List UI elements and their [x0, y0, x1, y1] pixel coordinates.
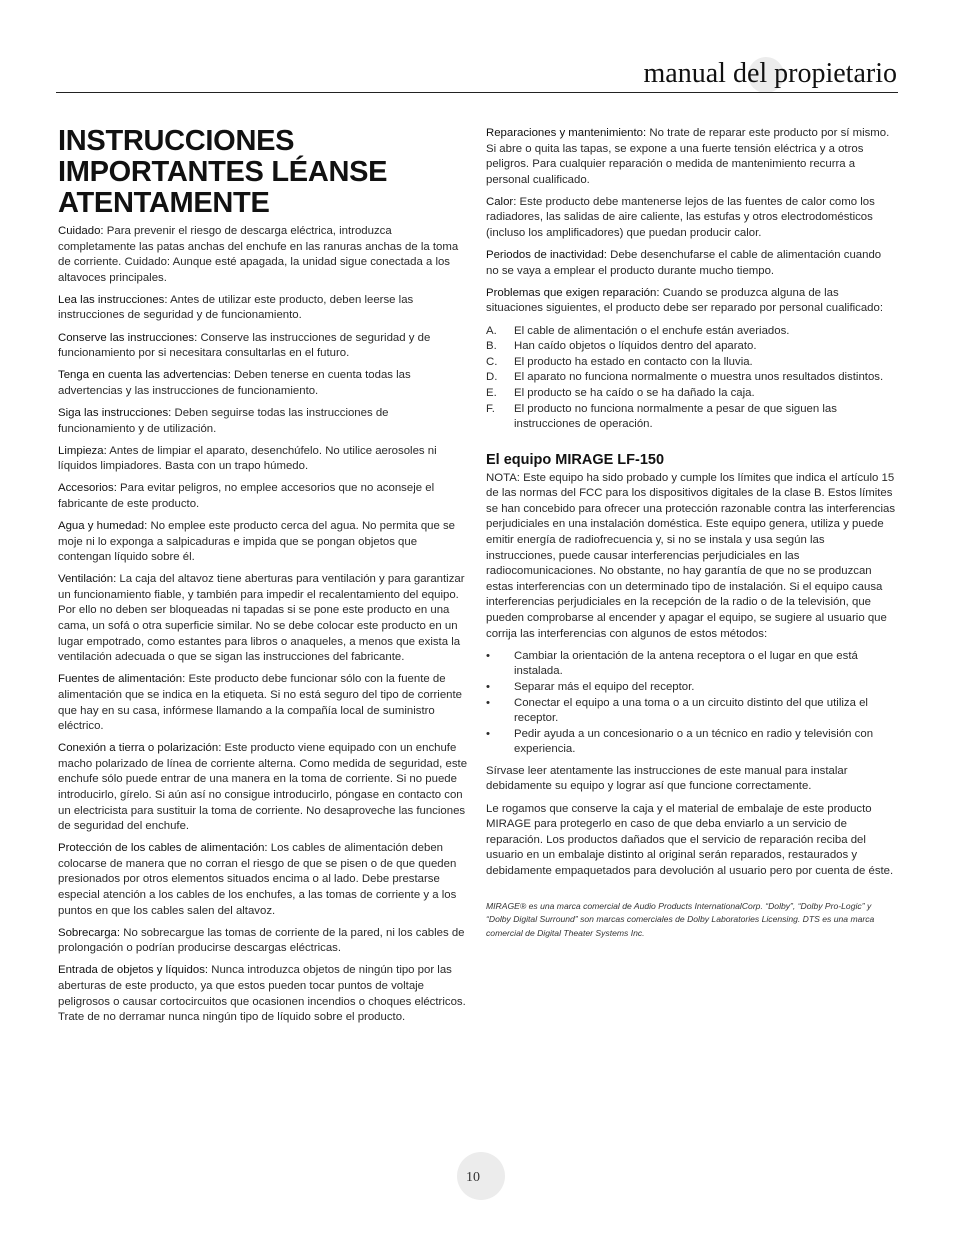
- paragraph-text: Nunca introduzca objetos de ningún tipo por las aberturas de este producto, ya que estos pueden tocar puntos de voltaje peligrosos o causar cortocircuitos que ocasionen incendios o choques eléctricos. Trate de no derramar nunca ningún tipo de líquido sobre el producto.: [58, 964, 466, 1024]
- paragraph-label: Conexión a tierra o polarización:: [58, 742, 222, 755]
- paragraph-text: Antes de limpiar el aparato, desenchúfelo. No utilice aerosoles ni líquidos limpiadores. Basta con un trapo húmedo.: [58, 444, 437, 473]
- instruction-paragraph: [58, 293, 468, 324]
- header-rule: [56, 92, 898, 93]
- paragraph-label: Accesorios:: [58, 482, 117, 495]
- list-item: [486, 386, 896, 402]
- paragraph-text: Cuando se produzca alguna de las situaciones siguientes, el producto debe ser reparado por personal cualificado:: [486, 286, 884, 315]
- paragraph-text: Este producto viene equipado con un enchufe macho polarizado de línea de corriente alterna. Como medida de seguridad, este enchufe sólo puede entrar de una manera en la toma de corriente. Si no puede introducirlo, gírelo. Si aún así no consigue introducirlo, póngase en contacto con un electricista para sustituir la toma de corriente. No desaproveche las funciones de seguridad del enchufe.: [58, 742, 468, 833]
- list-item: [486, 324, 896, 340]
- list-item-text: Separar más el equipo del receptor.: [514, 680, 695, 693]
- instruction-paragraph: [58, 841, 468, 919]
- paragraph-text: Debe desenchufarse el cable de alimentación cuando no se vaya a emplear el producto durante mucho tiempo.: [486, 249, 882, 277]
- list-marker: C.: [486, 355, 498, 368]
- list-item-text: El aparato no funciona normalmente o muestra unos resultados distintos.: [514, 371, 884, 384]
- paragraph-label: Protección de los cables de alimentación:: [58, 842, 268, 855]
- list-item: [486, 402, 896, 433]
- repair-conditions-list: [486, 324, 896, 433]
- instruction-paragraph: [486, 195, 896, 242]
- paragraph-label: Sobrecarga:: [58, 926, 121, 939]
- instruction-paragraph: [58, 741, 468, 835]
- page-number: 10: [466, 1170, 480, 1185]
- paragraph-label: Entrada de objetos y líquidos:: [58, 964, 209, 977]
- closing-paragraph: Sírvase leer atentamente las instrucciones de este manual para instalar debidamente su equipo y lograr así que funcione correctamente.: [486, 764, 848, 793]
- page-title-line: IMPORTANTES LÉANSE: [58, 156, 388, 188]
- paragraph-label: Problemas que exigen reparación:: [486, 286, 660, 299]
- section-title: El equipo MIRAGE LF-150: [486, 451, 665, 468]
- right-column: [486, 126, 896, 940]
- paragraph-label: Ventilación:: [58, 573, 117, 586]
- paragraph-text: No emplee este producto cerca del agua. No permita que se moje ni lo exponga a salpicaduras e impida que se pongan objetos que contengan líquido sobre él.: [58, 520, 456, 564]
- paragraph-text: Antes de utilizar este producto, deben leerse las instrucciones de seguridad y de funcionamiento.: [58, 293, 414, 322]
- list-item-text: El producto no funciona normalmente a pesar de que siguen las instrucciones de operación.: [514, 402, 837, 431]
- instruction-paragraph: [58, 368, 468, 399]
- paragraph-text: Este producto debe funcionar sólo con la fuente de alimentación que se indica en la etiqueta. Si no está seguro del tipo de corriente que hay en su casa, infórmese llamando a la compañía local de suministro eléctrico.: [58, 673, 462, 733]
- instruction-paragraph: [486, 286, 896, 317]
- list-item: [486, 339, 896, 355]
- instruction-paragraph: [58, 572, 468, 666]
- list-item-text: El producto se ha caído o se ha dañado la caja.: [514, 386, 755, 399]
- paragraph-text: Deben tenerse en cuenta todas las advertencias y las instrucciones de funcionamiento.: [58, 369, 411, 397]
- list-item-text: Han caído objetos o líquidos dentro del aparato.: [514, 340, 757, 353]
- paragraph-label: Tenga en cuenta las advertencias:: [58, 369, 231, 382]
- list-item: [486, 696, 896, 727]
- instruction-paragraph: [486, 248, 896, 279]
- interference-methods-list: [486, 649, 896, 758]
- fcc-note-paragraph: NOTA: Este equipo ha sido probado y cumple los límites que indica el artículo 15 de las normas del FCC para los dispositivos digitales de la clase B. Estos límites se han concebido para ofrecer una protección razonable contra las interferencias perjudiciales en una instalación doméstica. Este equipo genera, utiliza y puede emitir energía de radiofrecuencia y, si no se instala y usa según las instrucciones, puede causar interferencias perjudiciales en las radiocomunicaciones. No obstante, no hay garantía de que no se produzcan estas interferencias con un determinado tipo de instalación. Si el equipo causa interferencias perjudiciales en la recepción de la radio o de la televisión, que pueden comprobarse al encender y apagar el equipo, se sugiere al usuario que corrija las interferencias con algunos de estos métodos:: [486, 471, 896, 640]
- instruction-paragraph: [58, 406, 468, 437]
- header-title: manual del propietario: [643, 58, 897, 89]
- instruction-paragraph: [58, 331, 468, 362]
- paragraph-label: Periodos de inactividad:: [486, 249, 607, 262]
- paragraph-text: No sobrecargue las tomas de corriente de la pared, ni los cables de prolongación o podrían producirse descargas eléctricas.: [58, 926, 465, 955]
- list-item: [486, 355, 896, 371]
- paragraph-text: Conserve las instrucciones de seguridad y de funcionamiento por si necesitara consultarlas en el futuro.: [58, 331, 431, 360]
- bullet-marker: •: [486, 727, 490, 740]
- list-marker: D.: [486, 371, 498, 384]
- instruction-paragraph: [58, 481, 468, 512]
- paragraph-label: Fuentes de alimentación:: [58, 673, 186, 686]
- paragraph-text: Para prevenir el riesgo de descarga eléctrica, introduzca completamente las patas anchas del enchufe en las ranuras anchas de la toma de corriente. Cuidado: Aunque esté apagada, la unidad sigue conectada a los altavoces principales.: [58, 225, 459, 284]
- list-marker: A.: [486, 324, 497, 337]
- paragraph-label: Agua y humedad:: [58, 520, 148, 532]
- list-marker: E.: [486, 386, 497, 399]
- instruction-paragraph: [58, 672, 468, 734]
- bullet-marker: •: [486, 696, 490, 709]
- paragraph-label: Limpieza:: [58, 444, 107, 457]
- trademark-footnote: MIRAGE® es una marca comercial de Audio Products InternationalCorp. “Dolby”, “Dolby Pro-Logic” y “Dolby Digital Surround” son marcas comerciales de Dolby Laboratories Licensing. DTS es una marca comercial de Digital Theater Systems Inc.: [486, 900, 875, 938]
- paragraph-text: La caja del altavoz tiene aberturas para ventilación y para garantizar un funcionamiento fiable, y también para impedir el recalentamiento del equipo. Por ello no deben ser bloqueadas ni tapadas si se pone este producto en una cama, un sofá o otra superficie similar. No se debe colocar este producto en un lugar empotrado, como estantes para libros o anaqueles, a menos que exista la ventilación adecuada o que se sigan las instrucciones del fabricante.: [58, 573, 465, 664]
- list-item-text: Cambiar la orientación de la antena receptora o el lugar en que está instalada.: [514, 649, 858, 678]
- instruction-paragraph: [58, 926, 468, 957]
- paragraph-label: Calor:: [486, 195, 517, 208]
- list-item: [486, 649, 896, 680]
- paragraph-text: Para evitar peligros, no emplee accesorios que no aconseje el fabricante de este producto.: [58, 482, 435, 510]
- list-item: [486, 680, 896, 696]
- bullet-marker: •: [486, 680, 490, 693]
- list-item: [486, 727, 896, 758]
- paragraph-label: Cuidado:: [58, 225, 104, 237]
- left-column: [58, 126, 468, 1032]
- paragraph-label: Siga las instrucciones:: [58, 406, 172, 419]
- instruction-paragraph: [58, 519, 468, 566]
- closing-paragraph: Le rogamos que conserve la caja y el material de embalaje de este producto MIRAGE para protegerlo en caso de que deba enviarlo a un servicio de reparación. Los productos dañados que el servicio de reparación reciba del usuario en un embalaje distinto al original serán reparados, restaurados y debidamente empaquetados para devolución al usuario pero por cuenta de éste.: [486, 802, 894, 877]
- paragraph-text: No trate de reparar este producto por sí mismo. Si abre o quita las tapas, se expone a una fuerte tensión eléctrica y a otros peligros. Para cualquier reparación o medida de mantenimiento recurra a personal cualificado.: [486, 127, 890, 186]
- instruction-paragraph: [58, 224, 468, 286]
- list-item-text: El cable de alimentación o el enchufe están averiados.: [514, 324, 790, 337]
- page-title-line: ATENTAMENTE: [58, 187, 270, 219]
- paragraph-text: Este producto debe mantenerse lejos de las fuentes de calor como los radiadores, las salidas de aire caliente, las estufas y otros electrodomésticos (incluso los amplificadores) que puedan producir calor.: [486, 195, 875, 240]
- instruction-paragraph: [58, 444, 468, 475]
- bullet-marker: •: [486, 649, 490, 662]
- paragraph-label: Reparaciones y mantenimiento:: [486, 127, 647, 139]
- paragraph-label: Conserve las instrucciones:: [58, 331, 198, 344]
- list-item: [486, 370, 896, 386]
- instruction-paragraph: [486, 126, 896, 188]
- page-title-line: INSTRUCCIONES: [58, 125, 295, 157]
- list-marker: B.: [486, 340, 497, 353]
- instruction-paragraph: [58, 963, 468, 1025]
- list-marker: F.: [486, 402, 495, 415]
- list-item-text: El producto ha estado en contacto con la lluvia.: [514, 355, 753, 368]
- list-item-text: Conectar el equipo a una toma o a un circuito distinto del que utiliza el receptor.: [514, 696, 868, 725]
- page-title: [58, 126, 468, 219]
- paragraph-text: Deben seguirse todas las instrucciones de funcionamiento y de utilización.: [58, 406, 389, 435]
- paragraph-text: Los cables de alimentación deben colocarse de manera que no corran el riesgo de que se pisen o de que queden presionados por otros elementos situados encima o al lado. Debe prestarse especial atención a los cables de los enchufes, a las tomas de corriente y a los puntos en que los cables salen del altavoz.: [58, 842, 457, 917]
- list-item-text: Pedir ayuda a un concesionario o a un técnico en radio y televisión con experiencia.: [514, 727, 874, 756]
- paragraph-label: Lea las instrucciones:: [58, 293, 168, 306]
